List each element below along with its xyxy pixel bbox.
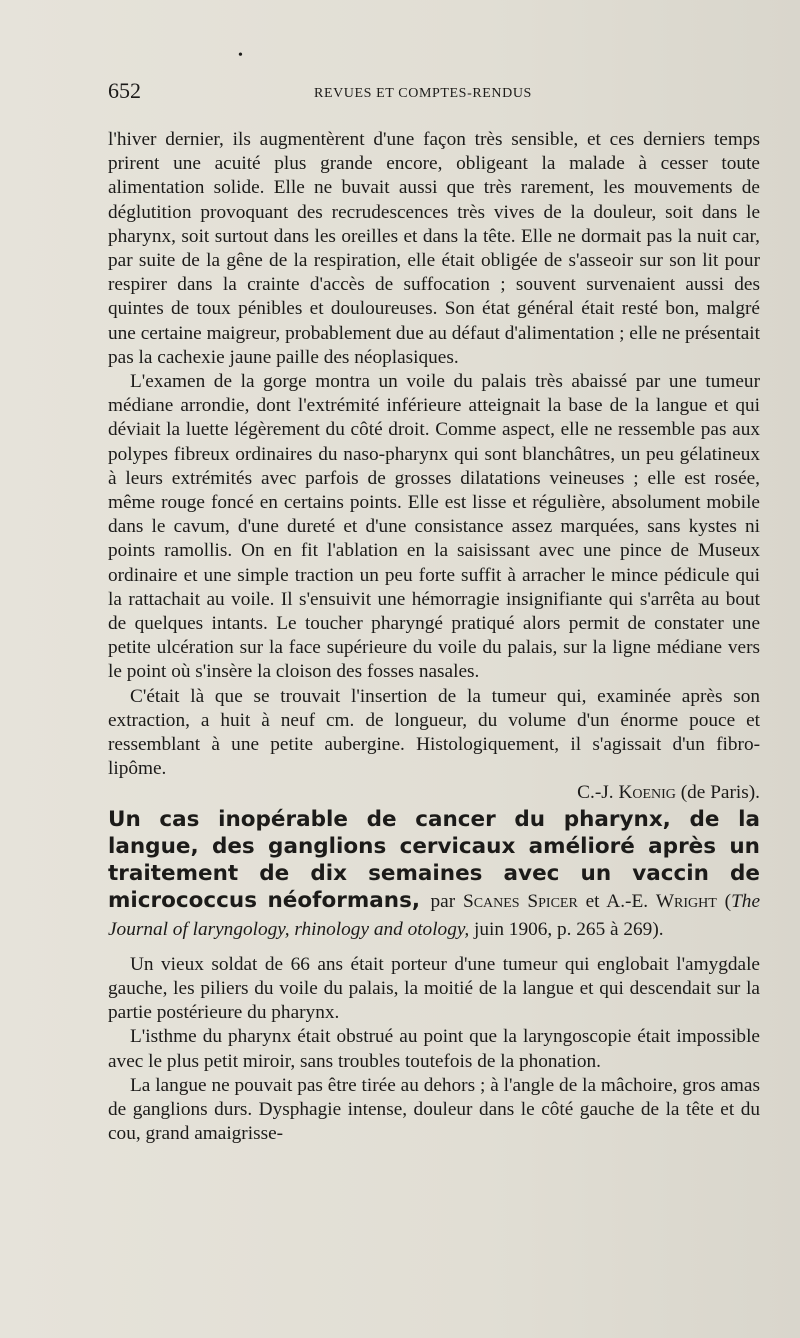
- paragraph: La langue ne pouvait pas être tirée au dehors ; à l'angle de la mâchoire, gros amas de ganglions durs. Dysphagie intense, douleur dans le côté gauche de la tête et du cou, grand amaigrisse-: [108, 1074, 760, 1145]
- paragraph: C'était là que se trouvait l'insertion de la tumeur qui, examinée après son extraction, a huit à neuf cm. de longueur, du volume d'un énorme pouce et ressemblant à une petite aubergine. Histologiquement, il s'agissait d'un fibro-lipôme.: [108, 685, 760, 780]
- paragraph: L'isthme du pharynx était obstrué au point que la laryngoscopie était impossible avec le plus petit miroir, sans troubles toutefois de la phonation.: [108, 1026, 760, 1072]
- ink-speck: •: [238, 48, 243, 63]
- page-body: [108, 128, 760, 1146]
- article-by: par: [430, 890, 456, 912]
- page-header: [108, 78, 760, 108]
- paragraph: L'examen de la gorge montra un voile du palais très abaissé par une tumeur médiane arrondie, dont l'extrémité inférieure atteignait la base de la langue et qui déviait la luette légèrement du côté droit. Comme aspect, elle ne ressemble pas aux polypes fibreux ordinaires du naso-pharynx qui sont blanchâtres, un peu gélatineux à leurs extrémités avec parfois de grosses dilatations veineuses ; elle est rosée, même rouge foncé en certains points. Elle est lisse et régulière, absolument mobile dans le cavum, d'une dureté et d'une consistance assez marquées, sans kystes ni points ramollis. On en fit l'ablation en la saisissant avec une pince de Museux ordinaire et une simple traction un peu forte suffit à arracher le mince pédicule qui la rattachait au voile. Il s'ensuivit une hémorragie insignifiante qui s'arrêta au bout de quelques intants. Le toucher pharyngé pratiqué alors permit de constater une petite ulcération sur la face supérieure du voile du palais, sur la ligne médiane vers le point où s'insère la cloison des fosses nasales.: [108, 371, 760, 683]
- article-citation: juin 1906, p. 265 à 269).: [473, 918, 664, 940]
- article-author-2-initials: A.-E.: [606, 890, 649, 912]
- article-and: et: [585, 890, 600, 912]
- signature-place: (de Paris).: [680, 782, 760, 804]
- article-heading: Un cas inopérable de cancer du pharynx, de la langue, des ganglions cervicaux amélioré après un traitement de dix semaines avec un vaccin de micrococcus néoformans, par Scanes Spicer et A.-E. Wright (The Journal of laryngology, rhinology and otology, juin 1906, p. 265 à 269).: [108, 806, 760, 940]
- signature-name: Koenig: [618, 782, 676, 804]
- paragraph: Un vieux soldat de 66 ans était porteur d'une tumeur qui englobait l'amygdale gauche, les piliers du voile du palais, la moitié de la langue et qui descendait sur la partie postérieure du pharynx.: [108, 953, 760, 1024]
- article-author-1: Scanes Spicer: [462, 890, 578, 912]
- running-title: REVUES ET COMPTES-RENDUS: [314, 86, 532, 101]
- article-journal: The Journal of laryngology, rhinology and otology,: [108, 890, 760, 940]
- article-author-2: Wright: [655, 890, 717, 912]
- paragraph: l'hiver dernier, ils augmentèrent d'une façon très sensible, et ces derniers temps prirent une acuité plus grande encore, obligeant la malade à cesser toute alimentation solide. Elle ne buvait aussi que très rarement, les mouvements de déglutition provoquant des recrudescences très vives de la douleur, soit dans le pharynx, soit surtout dans les oreilles et dans la tête. Elle ne dormait pas la nuit car, par suite de la gêne de la respiration, elle était obligée de s'asseoir sur son lit pour respirer dans la crainte d'accès de suffocation ; souvent survenaient aussi des quintes de toux pénibles et douloureuses. Son état général était resté bon, malgré une certaine maigreur, probablement due au défaut d'alimentation ; elle ne présentait pas la cachexie jaune paille des néoplasiques.: [108, 129, 760, 368]
- page-number: 652: [108, 78, 141, 103]
- signature-initials: C.-J.: [577, 782, 614, 804]
- signature: [108, 781, 760, 805]
- article-title: Un cas inopérable de cancer du pharynx, de la langue, des ganglions cervicaux amélioré après un traitement de dix semaines avec un vaccin de micrococcus néoformans,: [108, 806, 760, 913]
